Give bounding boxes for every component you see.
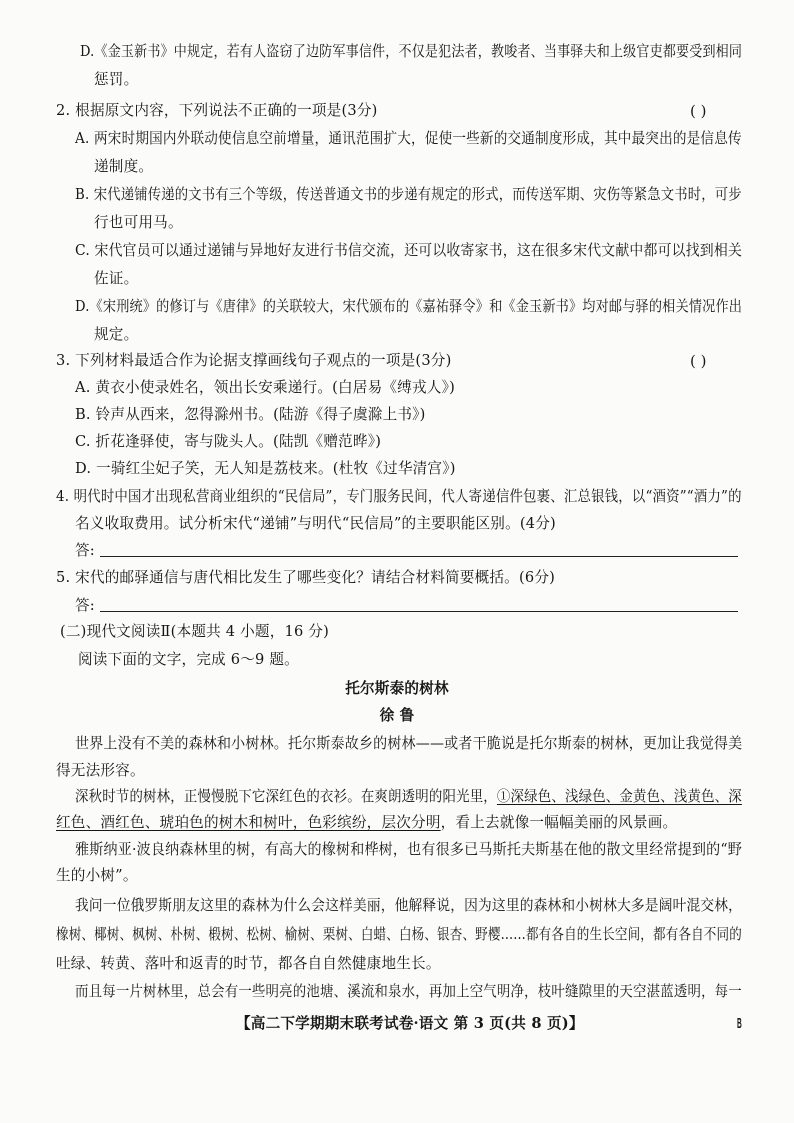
q4-answer-label: 答: [75,542,95,559]
underlined-sentence-1b: 红色、酒红色、琥珀色的树木和树叶，色彩缤纷，层次分明 [56,814,441,831]
article-p4-line2: 橡树、椰树、枫树、朴树、椴树、松树、榆树、栗树、白蜡、白杨、银杏、野樱……都有各自的生长空间，都有各自不同的 [56,926,742,943]
q2-option-d-line1: D.《宋刑统》的修订与《唐律》的关联较大，宋代颁布的《嘉祐驿令》和《金玉新书》均对邮与驿的相关情况作出 [75,298,743,315]
article-p1-line1: 世界上没有不美的森林和小树林。托尔斯泰故乡的树林——或者干脆说是托尔斯泰的树林，更加让我觉得美 [75,735,743,752]
article-p4-line1: 我问一位俄罗斯朋友这里的森林为什么会这样美丽，他解释说，因为这里的森林和小树林大多是阔叶混交林， [75,897,743,914]
q5-answer-label: 答: [75,597,95,614]
article-p3-line1: 雅斯纳亚·波良纳森林里的树，有高大的橡树和桦树，也有很多已马斯托夫斯基在他的散文里经常提到的“野 [75,841,743,858]
q4-answer-line[interactable] [100,556,738,557]
q2-option-a-line2: 递制度。 [94,158,154,175]
q2-option-c-line1: C. 宋代官员可以通过递铺与异地好友进行书信交流，还可以收寄家书，这在很多宋代文献中都可以找到相关 [75,242,743,259]
q3-option-c: C. 折花逢驿使，寄与陇头人。(陆凯《赠范晔》) [75,433,382,450]
q3-option-a: A. 黄衣小使录姓名，领出长安乘递行。(白居易《缚戎人》) [75,379,455,396]
q4-stem-line2: 名义收取费用。试分析宋代“递铺”与明代“民信局”的主要职能区别。(4分) [75,515,556,532]
article-p2-line2 [56,813,677,833]
q5-answer-line[interactable] [100,611,738,612]
q2-option-d-line2: 规定。 [94,326,139,343]
section-2-heading: (二)现代文阅读Ⅱ(本题共 4 小题，16 分) [60,623,329,640]
version-label: B [737,1016,742,1032]
q3-option-d: D. 一骑红尘妃子笑，无人知是荔枝来。(杜牧《过华清宫》) [75,460,456,477]
article-p3-line2: 生的小树”。 [56,867,138,884]
q2-option-b-line1: B. 宋代递铺传递的文书有三个等级，传送普通文书的步递有规定的形式，而传送军期、灾伤等紧急文书时，可步 [75,186,742,203]
q1-option-d-line1: D.《金玉新书》中规定，若有人盗窃了边防军事信件，不仅是犯法者，教唆者、当事驿夫和上级官吏都要受到相同 [80,43,743,60]
q5-stem: 5. 宋代的邮驿通信与唐代相比发生了哪些变化？请结合材料简要概括。(6分) [56,569,556,586]
article-p1-line2: 得无法形容。 [56,762,145,779]
q3-option-b: B. 铃声从西来，忽得滁州书。(陆游《得子虞滁上书》) [75,406,426,423]
article-p2-text-end: ，看上去就像一幅幅美丽的风景画。 [440,814,678,831]
q2-option-b-line2: 行也可用马。 [94,214,183,231]
section-2-instruction: 阅读下面的文字，完成 6～9 题。 [78,651,299,668]
q2-answer-paren: ( ) [690,102,707,120]
q2-option-c-line2: 佐证。 [94,270,139,287]
q1-option-d-line2: 惩罚。 [94,71,139,88]
article-p5-line1: 而且每一片树林里，总会有一些明亮的池塘、溪流和泉水，再加上空气明净，枝叶缝隙里的天空湛蓝透明，每一 [75,983,742,1000]
article-p2-line1 [75,787,742,807]
page-footer: 【高二下学期期末联考试卷·语文 第 3 页(共 8 页)】 [236,1015,584,1032]
article-p4-line3: 吐绿、转黄、落叶和返青的时节，都各自自然健康地生长。 [56,955,441,972]
q3-answer-paren: ( ) [690,352,707,370]
underlined-sentence-1a: ①深绿色、浅绿色、金黄色、浅黄色、深 [496,788,742,805]
q4-stem-line1: 4. 明代时中国才出现私营商业组织的“民信局”，专门服务民间，代人寄递信件包裹、汇总银钱，以“酒资”“酒力”的 [56,488,742,505]
q2-stem: 2. 根据原文内容，下列说法不正确的一项是(3分) [56,102,378,119]
article-author: 徐 鲁 [379,707,415,724]
q2-option-a-line1: A. 两宋时期国内外联动使信息空前增量，通讯范围扩大，促使一些新的交通制度形成，其中最突出的是信息传 [75,130,742,147]
article-title: 托尔斯泰的树林 [345,680,449,697]
q3-stem: 3. 下列材料最适合作为论据支撑画线句子观点的一项是(3分) [56,352,452,369]
article-p2-text: 深秋时节的树林，正慢慢脱下它深红色的衣衫。在爽朗透明的阳光里， [75,788,497,805]
